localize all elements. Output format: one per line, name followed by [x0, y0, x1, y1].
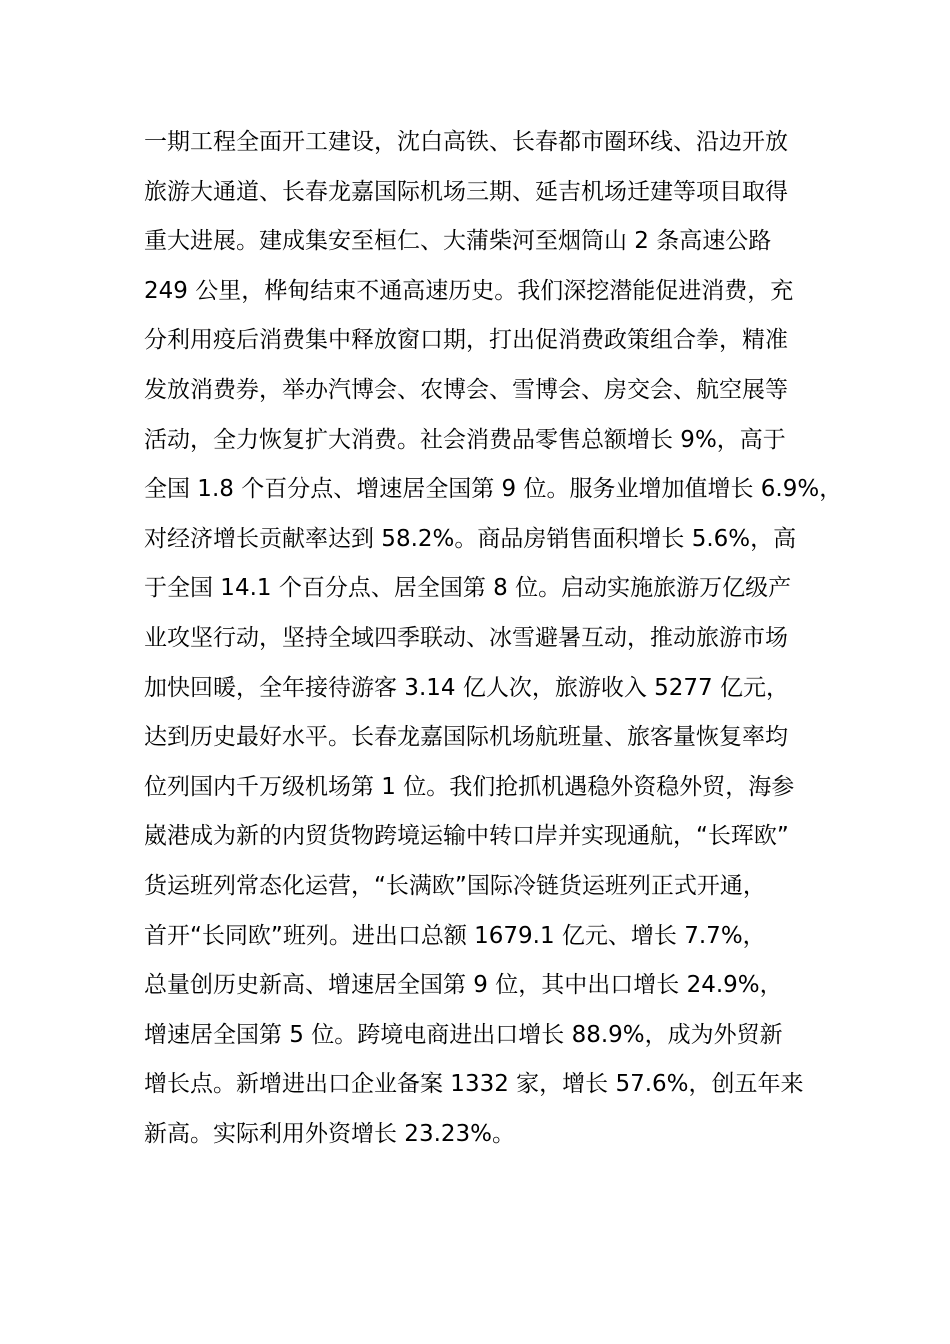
- text-line: 加快回暖，全年接待游客 3.14 亿人次，旅游收入 5277 亿元，: [144, 674, 789, 701]
- text-line: 达到历史最好水平。长春龙嘉国际机场航班量、旅客量恢复率均: [144, 724, 788, 751]
- text-line: 总量创历史新高、增速居全国第 9 位，其中出口增长 24.9%，: [144, 972, 783, 999]
- text-line: 一期工程全面开工建设，沈白高铁、长春都市圈环线、沿边开放: [144, 129, 788, 155]
- text-line: 货运班列常态化运营，“长满欧”国际冷链货运班列正式开通，: [144, 872, 766, 899]
- body-paragraph: [144, 118, 843, 1159]
- text-line: 于全国 14.1 个百分点、居全国第 8 位。启动实施旅游万亿级产: [144, 575, 792, 602]
- text-line: 活动，全力恢复扩大消费。社会消费品零售总额增长 9%，高于: [144, 426, 786, 453]
- text-line: 新高。实际利用外资增长 23.23%。: [144, 1120, 516, 1147]
- text-line: 249 公里，桦甸结束不通高速历史。我们深挖潜能促进消费，充: [144, 277, 794, 304]
- text-line: 分利用疫后消费集中释放窗口期，打出促消费政策组合拳，精准: [144, 327, 788, 354]
- text-line: 旅游大通道、长春龙嘉国际机场三期、延吉机场迁建等项目取得: [144, 178, 788, 205]
- text-line: 位列国内千万级机场第 1 位。我们抢抓机遇稳外资稳外贸，海参: [144, 773, 795, 800]
- text-line: 对经济增长贡献率达到 58.2%。商品房销售面积增长 5.6%，高: [144, 525, 797, 552]
- text-line: 业攻坚行动，坚持全域四季联动、冰雪避暑互动，推动旅游市场: [144, 624, 788, 651]
- text-line: 首开“长同欧”班列。进出口总额 1679.1 亿元、增长 7.7%，: [144, 922, 766, 949]
- text-line: 崴港成为新的内贸货物跨境运输中转口岸并实现通航，“长珲欧”: [144, 823, 789, 850]
- text-line: 增速居全国第 5 位。跨境电商进出口增长 88.9%，成为外贸新: [144, 1021, 783, 1048]
- text-line: 重大进展。建成集安至桓仁、大蒲柴河至烟筒山 2 条高速公路: [144, 228, 772, 255]
- text-line: 增长点。新增进出口企业备案 1332 家，增长 57.6%，创五年来: [144, 1071, 804, 1098]
- text-line: 全国 1.8 个百分点、增速居全国第 9 位。服务业增加值增长 6.9%，: [144, 476, 843, 503]
- text-line: 发放消费券，举办汽博会、农博会、雪博会、房交会、航空展等: [144, 376, 788, 403]
